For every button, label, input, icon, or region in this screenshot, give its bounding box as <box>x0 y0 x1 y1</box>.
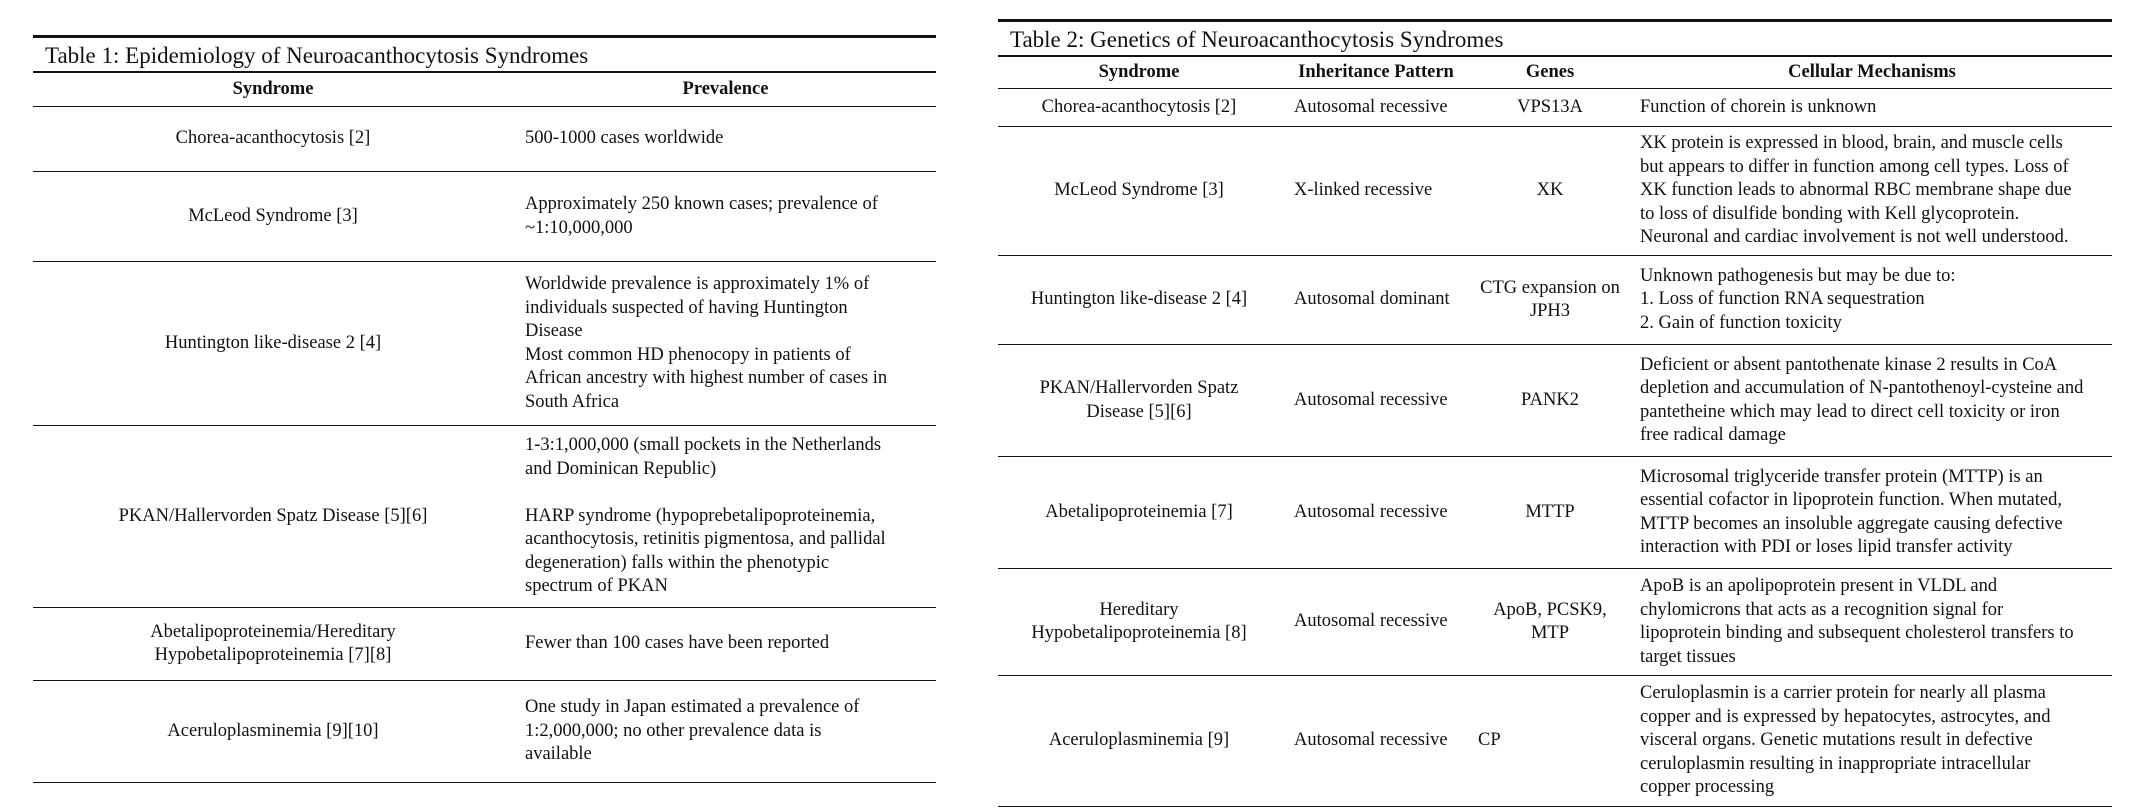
syndrome-cell: Aceruloplasminemia [9][10] <box>167 720 379 741</box>
table-row <box>998 127 2112 256</box>
table-header-row <box>998 55 2112 89</box>
mechanism-cell: Unknown pathogenesis but may be due to: 1. Loss of function RNA sequestration 2. Gain of function toxicity <box>1640 265 1956 333</box>
header-mechanisms: Cellular Mechanisms <box>1788 61 1956 82</box>
syndrome-cell: McLeod Syndrome [3] <box>188 205 358 226</box>
table-row <box>33 262 936 426</box>
syndrome-cell: Huntington like-disease 2 [4] <box>1030 289 1248 310</box>
inheritance-cell: X-linked recessive <box>1294 180 1433 201</box>
prevalence-cell: One study in Japan estimated a prevalence of 1:2,000,000; no other prevalence data is available <box>525 697 860 765</box>
mechanism-cell: XK protein is expressed in blood, brain, and muscle cells but appears to differ in function among cell types. Loss of XK function leads to abnormal RBC membrane shape due to loss of disulfide bonding with Kell glycoprotein. Neuronal and cardiac involvement is not well understood. <box>1640 133 2072 248</box>
table-row <box>998 89 2112 127</box>
prevalence-cell: Worldwide prevalence is approximately 1% of individuals suspected of having Huntington Disease Most common HD phenocopy in patients of African ancestry with highest number of cases in South Africa <box>525 274 888 412</box>
table-row <box>33 608 936 681</box>
table-row <box>33 426 936 608</box>
table-row <box>33 107 936 172</box>
syndrome-cell: Hereditary Hypobetalipoproteinemia [8] <box>1031 599 1247 643</box>
prevalence-cell: 1-3:1,000,000 (small pockets in the Netherlands and Dominican Republic) HARP syndrome (hypoprebetalipoproteinemia, acanthocytosis, retinitis pigmentosa, and pallidal degeneration) falls within the phenotypic spectrum of PKAN <box>525 435 886 597</box>
table-row <box>998 676 2112 807</box>
header-inheritance: Inheritance Pattern <box>1298 61 1454 82</box>
header-genes: Genes <box>1525 61 1575 82</box>
syndrome-cell: PKAN/Hallervorden Spatz Disease [5][6] <box>1039 378 1239 422</box>
syndrome-cell: McLeod Syndrome [3] <box>1054 180 1224 201</box>
inheritance-cell: Autosomal recessive <box>1294 730 1448 751</box>
mechanism-cell: Deficient or absent pantothenate kinase 2 results in CoA depletion and accumulation of N-pantothenoyl-cysteine and pantetheine which may lead to direct cell toxicity or iron free radical damage <box>1640 354 2084 445</box>
header-prevalence: Prevalence <box>682 78 769 99</box>
header-syndrome: Syndrome <box>232 78 314 99</box>
syndrome-cell: Chorea-acanthocytosis [2] <box>175 128 371 149</box>
table-row <box>998 345 2112 457</box>
inheritance-cell: Autosomal recessive <box>1294 501 1448 522</box>
inheritance-cell: Autosomal dominant <box>1294 289 1450 310</box>
table-caption: Table 2: Genetics of Neuroacanthocytosis Syndromes <box>998 19 2112 55</box>
epidemiology-table <box>33 0 936 783</box>
table-row <box>33 172 936 262</box>
prevalence-cell: Fewer than 100 cases have been reported <box>525 633 830 654</box>
genes-cell: CP <box>1478 730 1501 751</box>
inheritance-cell: Autosomal recessive <box>1294 96 1448 117</box>
syndrome-cell: PKAN/Hallervorden Spatz Disease [5][6] <box>118 505 428 526</box>
syndrome-cell: Chorea-acanthocytosis [2] <box>1041 96 1237 117</box>
syndrome-cell: Abetalipoproteinemia/Hereditary Hypobetalipoproteinemia [7][8] <box>150 621 396 665</box>
mechanism-cell: Ceruloplasmin is a carrier protein for nearly all plasma copper and is expressed by hepatocytes, astrocytes, and visceral organs. Genetic mutations result in defective ceruloplasmin resulting in inappropriate intracellular copper processing <box>1640 683 2051 798</box>
table-row <box>998 457 2112 569</box>
mechanism-cell: Microsomal triglyceride transfer protein (MTTP) is an essential cofactor in lipoprotein function. When mutated, MTTP becomes an insoluble aggregate causing defective interaction with PDI or loses lipid transfer activity <box>1640 466 2063 557</box>
inheritance-cell: Autosomal recessive <box>1294 389 1448 410</box>
inheritance-cell: Autosomal recessive <box>1294 611 1448 632</box>
syndrome-cell: Abetalipoproteinemia [7] <box>1045 501 1233 522</box>
mechanism-cell: Function of chorein is unknown <box>1640 96 1877 117</box>
genes-cell: PANK2 <box>1521 389 1579 410</box>
genes-cell: ApoB, PCSK9, MTP <box>1493 599 1607 643</box>
header-syndrome: Syndrome <box>1098 61 1180 82</box>
genes-cell: MTTP <box>1525 501 1575 522</box>
mechanism-cell: ApoB is an apolipoprotein present in VLDL and chylomicrons that acts as a recognition signal for lipoprotein binding and subsequent cholesterol transfers to target tissues <box>1640 576 2074 667</box>
table-row <box>33 681 936 783</box>
genes-cell: CTG expansion on JPH3 <box>1480 277 1620 321</box>
genetics-table <box>998 0 2112 807</box>
table-row <box>998 569 2112 676</box>
genes-cell: XK <box>1536 180 1564 201</box>
syndrome-cell: Aceruloplasminemia [9] <box>1048 730 1230 751</box>
table-row <box>998 256 2112 345</box>
prevalence-cell: Approximately 250 known cases; prevalence of ~1:10,000,000 <box>525 194 878 238</box>
table-caption: Table 1: Epidemiology of Neuroacanthocytosis Syndromes <box>33 35 936 71</box>
table-header-row <box>33 71 936 107</box>
prevalence-cell: 500-1000 cases worldwide <box>525 128 724 149</box>
genes-cell: VPS13A <box>1517 96 1583 117</box>
syndrome-cell: Huntington like-disease 2 [4] <box>164 332 382 353</box>
